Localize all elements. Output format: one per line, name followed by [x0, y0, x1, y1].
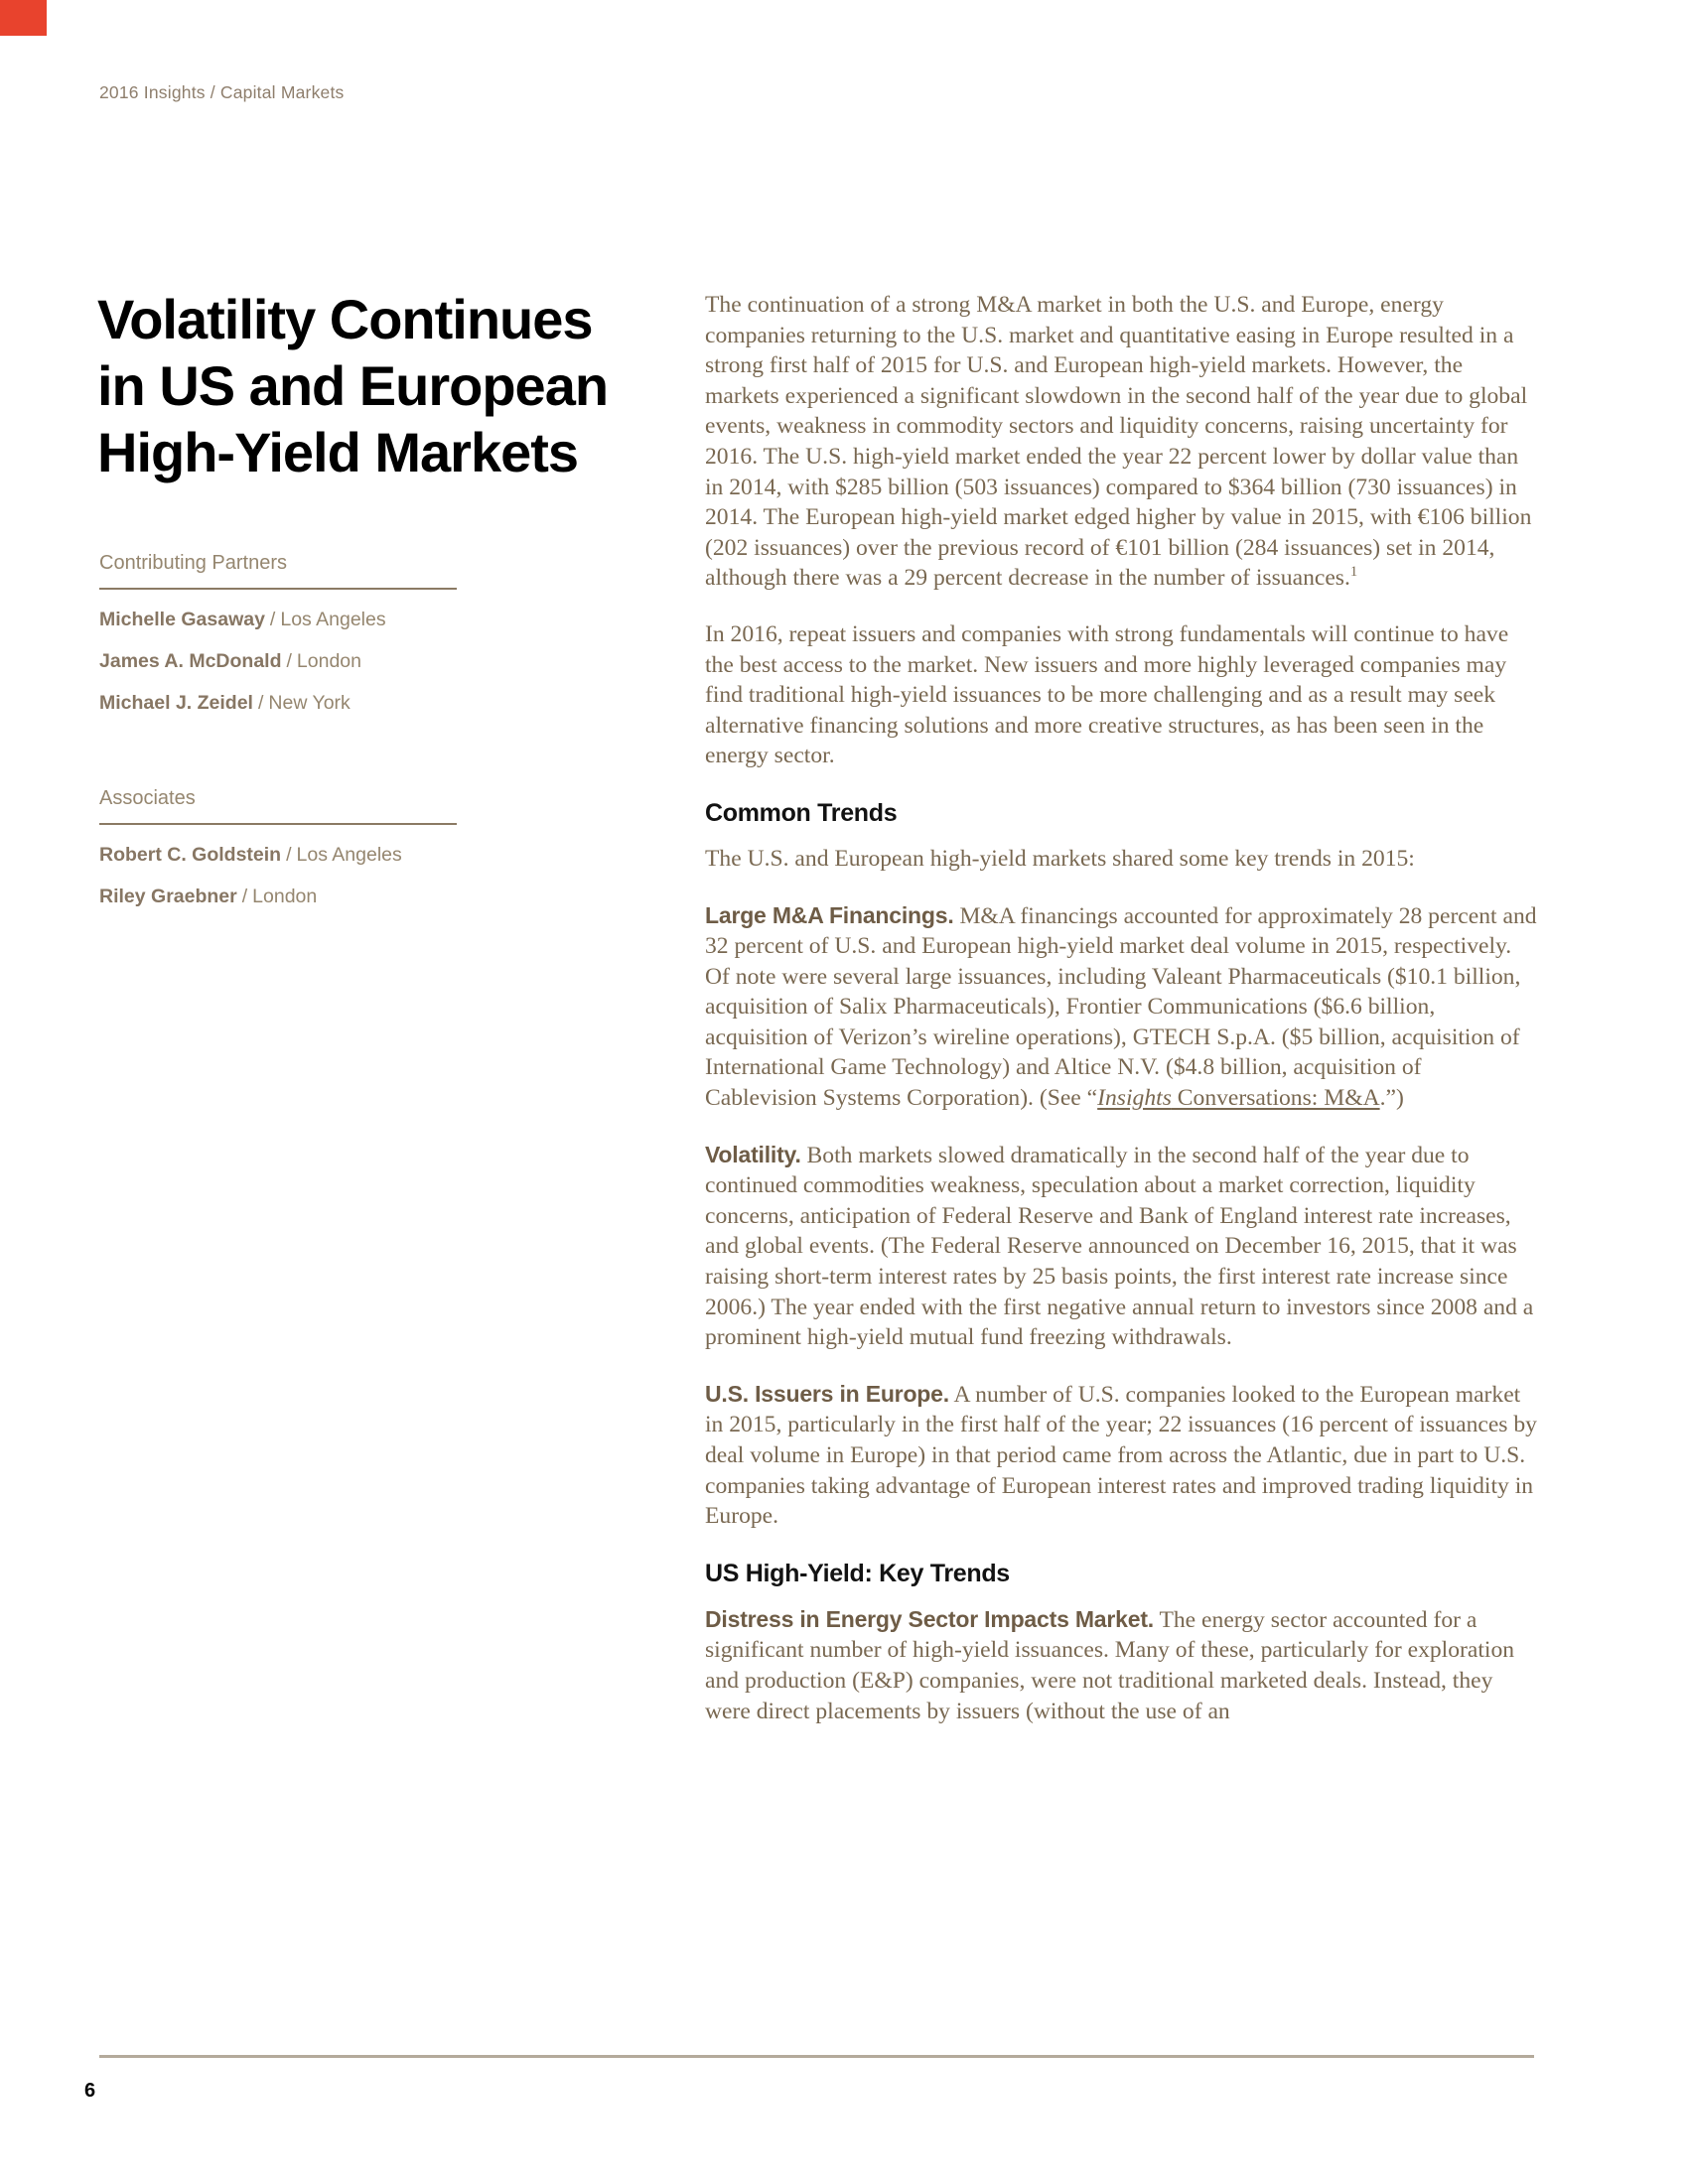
us-high-yield-heading: US High-Yield: Key Trends: [705, 1559, 1010, 1587]
associate-location: London: [252, 886, 318, 907]
volatility-paragraph: [705, 1140, 1537, 1353]
breadcrumb: 2016 Insights / Capital Markets: [99, 82, 345, 102]
partner-entry: [99, 608, 457, 631]
partner-name: James A. McDonald: [99, 650, 282, 672]
article-title-line-3: High-Yield Markets: [97, 421, 579, 483]
name-location-separator: /: [286, 650, 292, 672]
partner-location: New York: [268, 692, 351, 714]
see-reference-suffix: .”): [1379, 1085, 1404, 1112]
page-number: 6: [84, 2080, 96, 2102]
article-title: [97, 286, 713, 485]
partner-location: Los Angeles: [280, 609, 386, 630]
run-in-heading: Volatility.: [705, 1141, 801, 1167]
partner-entry: [99, 649, 457, 673]
partner-entry: [99, 691, 457, 715]
associate-entry: [99, 885, 457, 908]
intro-paragraph-2: In 2016, repeat issuers and companies with strong fundamentals will continue to have the best access to the market. New issuers and more highly leveraged companies may find traditional high-yield issuances to be more challenging and as a result may seek alternative financing solutions and more creative structures, as has been seen in the energy sector.: [705, 620, 1509, 769]
us-issuers-paragraph: [705, 1379, 1537, 1532]
common-trends-intro: The U.S. and European high-yield markets shared some key trends in 2015:: [705, 845, 1415, 872]
paragraph-text: The energy sector accounted for a significant number of high-yield issuances. Many of these, particularly for exploration and production (E&P) companies, were not traditional marketed deals. Instead, they were direct placements by issuers (without the use of an: [705, 1606, 1515, 1724]
name-location-separator: /: [257, 692, 264, 714]
section-divider: [99, 588, 457, 590]
run-in-heading: Distress in Energy Sector Impacts Market.: [705, 1605, 1154, 1632]
contributing-partners-section: [99, 551, 457, 715]
article-title-line-1: Volatility Continues: [97, 288, 593, 350]
name-location-separator: /: [286, 844, 292, 866]
name-location-separator: /: [269, 609, 276, 630]
intro-paragraph-1: [705, 290, 1537, 594]
paragraph-text: A number of U.S. companies looked to the European market in 2015, particularly in the first half of the year; 22 issuances (16 percent of issuances by deal volume in Europe) in that period came from across the Atlantic, due in part to U.S. companies taking advantage of European interest rates and improved trading liquidity in Europe.: [705, 1381, 1537, 1530]
insights-conversations-link[interactable]: [1097, 1085, 1379, 1111]
paragraph-text: Both markets slowed dramatically in the second half of the year due to continued commodities weakness, speculation about a market correction, liquidity concerns, anticipation of Federal Reserve and Bank of England interest rate increases, and global events. (The Federal Reserve announced on December 16, 2015, that it was raising short-term interest rates by 25 basis points, the first interest rate increase since 2006.) The year ended with the first negative annual return to investors since 2008 and a prominent high-yield mutual fund freezing withdrawals.: [705, 1142, 1534, 1351]
footnote-marker: 1: [1349, 564, 1358, 581]
paragraph-text: M&A financings accounted for approximately 28 percent and 32 percent of U.S. and European high-yield market deal volume in 2015, respectively. Of note were several large issuances, including Valeant Pharmaceuticals ($10.1 billion, acquisition of Salix Pharmaceuticals), Frontier Communications ($6.6 billion, acquisition of Verizon’s wireline operations), GTECH S.p.A. ($5 billion, acquisition of International Game Technology) and Altice N.V. ($4.8 billion, acquisition of Cablevision Systems Corporation).: [705, 902, 1537, 1112]
run-in-heading: U.S. Issuers in Europe.: [705, 1380, 949, 1407]
run-in-heading: Large M&A Financings.: [705, 901, 954, 928]
partner-location: London: [296, 650, 361, 672]
paragraph-text: The continuation of a strong M&A market in both the U.S. and Europe, energy companies returning to the U.S. market and quantitative easing in Europe resulted in a strong first half of 2015 for U.S. and European high-yield markets. However, the markets experienced a significant slowdown in the second half of the year due to global events, weakness in commodity sectors and liquidity concerns, raising uncertainty for 2016. The U.S. high-yield market ended the year 22 percent lower by dollar value than in 2014, with $285 billion (503 issuances) compared to $364 billion (730 issuances) in 2014. The European high-yield market edged higher by value in 2015, with €106 billion (202 issuances) over the previous record of €101 billion (284 issuances) set in 2014, although there was a 29 percent decrease in the number of issuances.: [705, 292, 1532, 592]
contributing-partners-label: Contributing Partners: [99, 552, 287, 574]
partner-name: Michael J. Zeidel: [99, 692, 253, 714]
footer-divider: [99, 2055, 1534, 2058]
common-trends-heading: Common Trends: [705, 798, 898, 827]
partner-name: Michelle Gasaway: [99, 609, 265, 630]
associate-name: Robert C. Goldstein: [99, 844, 282, 866]
name-location-separator: /: [241, 886, 248, 907]
associate-location: Los Angeles: [296, 844, 402, 866]
corner-accent-bar: [0, 0, 47, 36]
associates-label: Associates: [99, 787, 196, 809]
large-ma-financings-paragraph: [705, 900, 1537, 1114]
link-rest-part[interactable]: Conversations: M&A: [1171, 1085, 1380, 1112]
distress-energy-paragraph: [705, 1604, 1537, 1726]
associate-entry: [99, 843, 457, 867]
article-body: [705, 290, 1537, 1752]
associates-section: [99, 786, 457, 908]
see-reference-prefix: (See “: [1039, 1085, 1098, 1112]
link-italic-part[interactable]: Insights: [1097, 1085, 1172, 1112]
section-divider: [99, 823, 457, 825]
associate-name: Riley Graebner: [99, 886, 237, 907]
article-title-line-2: in US and European: [97, 354, 609, 417]
